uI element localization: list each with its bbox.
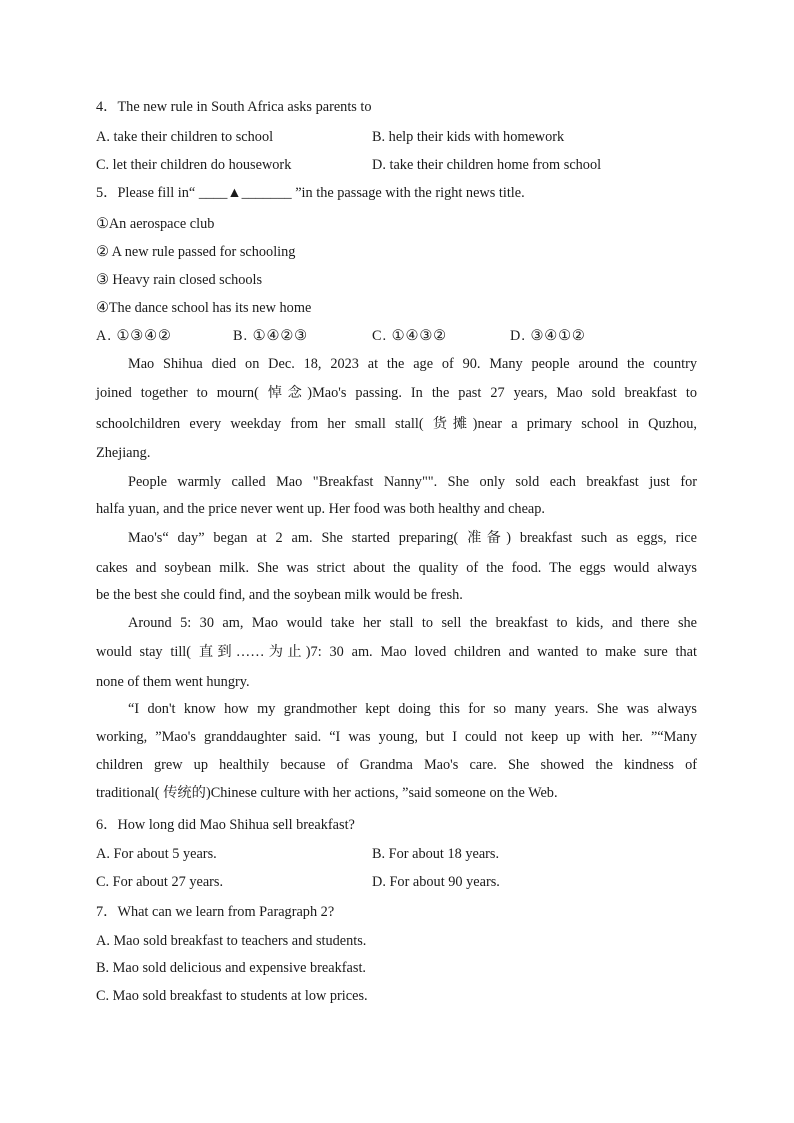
q6-stem: 6．How long did Mao Shihua sell breakfast? <box>96 817 355 833</box>
passage-p4-line-3: none of them went hungry. <box>96 674 250 690</box>
passage-p1-line-4: Zhejiang. <box>96 445 151 461</box>
q5-option-d: D. ③④①② <box>510 328 586 344</box>
q4-stem: 4．The new rule in South Africa asks parents to <box>96 99 372 115</box>
passage-p5-line-1: “I don't know how my grandmother kept doing this for so many years. She was always <box>128 701 697 717</box>
q5-item-1: ①An aerospace club <box>96 216 215 232</box>
q5-item-4: ④The dance school has its new home <box>96 300 312 316</box>
passage-p4-line-2: would stay till( 直到……为止)7: 30 am. Mao loved children and wanted to make sure that <box>96 644 697 660</box>
passage-p2-line-1: People warmly called Mao "Breakfast Nanny"". She only sold each breakfast just for <box>128 474 697 490</box>
q6-option-a: A. For about 5 years. <box>96 846 217 862</box>
passage-p1-line-3: schoolchildren every weekday from her small stall( 货摊)near a primary school in Quzhou, <box>96 416 697 432</box>
q5-option-b: B. ①④②③ <box>233 328 308 344</box>
passage-p1-line-1: Mao Shihua died on Dec. 18, 2023 at the age of 90. Many people around the country <box>128 356 697 372</box>
passage-p1-line-2: joined together to mourn( 悼念)Mao's passing. In the past 27 years, Mao sold breakfast to <box>96 385 697 401</box>
passage-p5-line-4: traditional( 传统的)Chinese culture with her actions, ”said someone on the Web. <box>96 785 558 801</box>
q7-option-b: B. Mao sold delicious and expensive breakfast. <box>96 960 366 976</box>
passage-p3-line-2: cakes and soybean milk. She was strict about the quality of the food. The eggs would always <box>96 560 697 576</box>
passage-p5-line-2: working, ”Mao's granddaughter said. “I was young, but I could not keep up with her. ”“Many <box>96 729 697 745</box>
q7-option-c: C. Mao sold breakfast to students at low prices. <box>96 988 368 1004</box>
q7-option-a: A. Mao sold breakfast to teachers and students. <box>96 933 367 949</box>
q6-option-b: B. For about 18 years. <box>372 846 500 862</box>
q5-item-3: ③ Heavy rain closed schools <box>96 272 263 288</box>
q5-item-2: ② A new rule passed for schooling <box>96 244 296 260</box>
q4-option-b: B. help their kids with homework <box>372 129 565 145</box>
q6-option-c: C. For about 27 years. <box>96 874 224 890</box>
q4-option-a: A. take their children to school <box>96 129 274 145</box>
q5-option-c: C. ①④③② <box>372 328 447 344</box>
q7-stem: 7．What can we learn from Paragraph 2? <box>96 904 335 920</box>
q5-stem: 5．Please fill in“ ____▲_______ ”in the passage with the right news title. <box>96 185 525 201</box>
q5-option-a: A. ①③④② <box>96 328 172 344</box>
q4-option-c: C. let their children do housework <box>96 157 292 173</box>
passage-p3-line-1: Mao's“ day” began at 2 am. She started preparing( 准备) breakfast such as eggs, rice <box>128 530 697 546</box>
passage-p2-line-2: halfa yuan, and the price never went up. Her food was both healthy and cheap. <box>96 501 545 517</box>
passage-p5-line-3: children grew up healthily because of Grandma Mao's care. She showed the kindness of <box>96 757 697 773</box>
q4-option-d: D. take their children home from school <box>372 157 602 173</box>
passage-p4-line-1: Around 5: 30 am, Mao would take her stall to sell the breakfast to kids, and there she <box>128 615 697 631</box>
passage-p3-line-3: be the best she could find, and the soybean milk would be fresh. <box>96 587 463 603</box>
q6-option-d: D. For about 90 years. <box>372 874 500 890</box>
